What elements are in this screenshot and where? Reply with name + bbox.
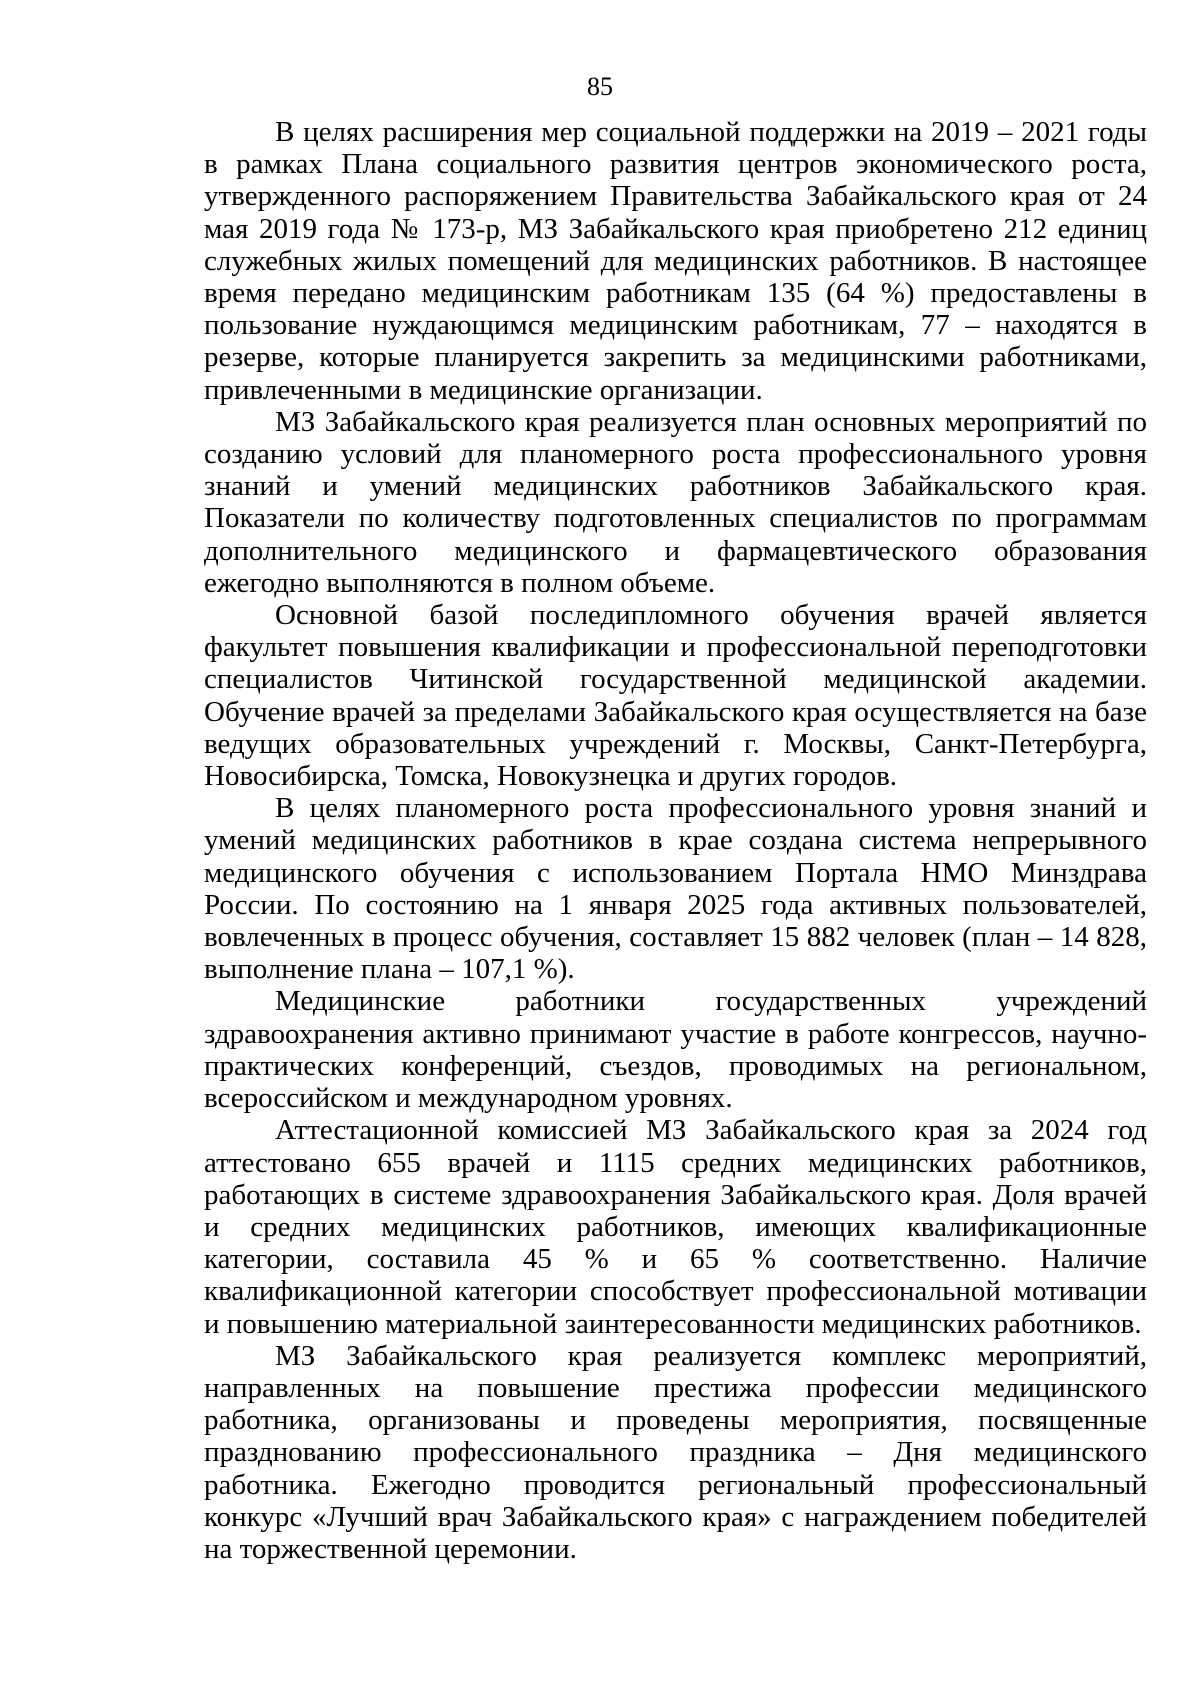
paragraph-conferences: Медицинские работники государственных учреждений здравоохранения активно принимают участие в работе конгрессов, научно-практических конференций, съездов, проводимых на региональном, всероссийском и международном уровнях. [204,985,1147,1115]
paragraph-postgraduate-training: Основной базой последипломного обучения врачей является факультет повышения квалификации и профессиональной переподготовки специалистов Читинской государственной медицинской академии. Обучение врачей за пределами Забайкальского края осуществляется на базе ведущих образовательных учреждений г. Москвы, Санкт-Петербурга, Новосибирска, Томска, Новокузнецка и других городов. [204,599,1147,793]
page-number: 85 [587,72,613,101]
paragraph-professional-growth-plan: МЗ Забайкальского края реализуется план основных мероприятий по созданию условий для планомерного роста профессионального уровня знаний и умений медицинских работников Забайкальского края. Показатели по количеству подготовленных специалистов по программам дополнительного медицинского и фармацевтического образования ежегодно выполняются в полном объеме. [204,405,1147,599]
paragraph-housing-support: В целях расширения мер социальной поддержки на 2019 – 2021 годы в рамках Плана социального развития центров экономического роста, утвержденного распоряжением Правительства Забайкальского края от 24 мая 2019 года № 173-р, МЗ Забайкальского края приобретено 212 единиц служебных жилых помещений для медицинских работников. В настоящее время передано медицинским работникам 135 (64 %) предоставлены в пользование нуждающимся медицинским работникам, 77 – находятся в резерве, которые планируется закрепить за медицинскими работниками, привлеченными в медицинские организации. [204,116,1147,406]
paragraph-prestige-measures: МЗ Забайкальского края реализуется комплекс мероприятий, направленных на повышение престижа профессии медицинского работника, организованы и проведены мероприятия, посвященные празднованию профессионального праздника – Дня медицинского работника. Ежегодно проводится региональный профессиональный конкурс «Лучший врач Забайкальского края» с награждением победителей на торжественной церемонии. [204,1339,1147,1565]
paragraph-attestation: Аттестационной комиссией МЗ Забайкальского края за 2024 год аттестовано 655 врачей и 1115 средних медицинских работников, работающих в системе здравоохранения Забайкальского края. Доля врачей и средних медицинских работников, имеющих квалификационные категории, составила 45 % и 65 % соответственно. Наличие квалификационной категории способствует профессиональной мотивации и повышению материальной заинтересованности медицинских работников. [204,1114,1147,1340]
document-body [204,116,1147,1565]
paragraph-continuing-education: В целях планомерного роста профессионального уровня знаний и умений медицинских работников в крае создана система непрерывного медицинского обучения с использованием Портала НМО Минздрава России. По состоянию на 1 января 2025 года активных пользователей, вовлеченных в процесс обучения, составляет 15 882 человек (план – 14 828, выполнение плана – 107,1 %). [204,792,1147,986]
